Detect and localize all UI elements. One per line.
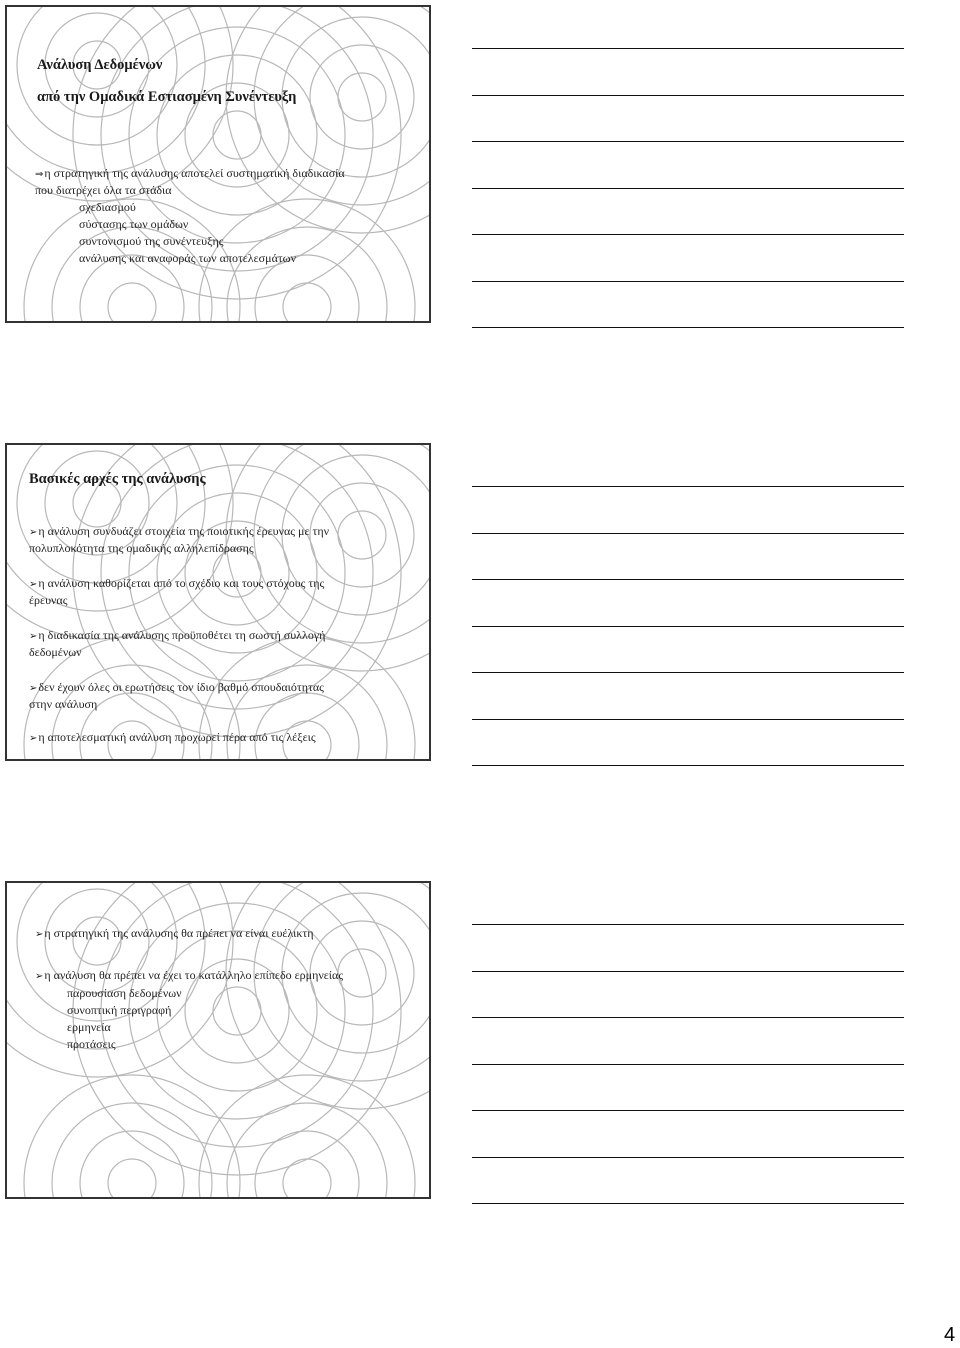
note-line <box>472 188 904 189</box>
note-line <box>472 719 904 720</box>
note-line <box>472 1110 904 1111</box>
note-line <box>472 924 904 925</box>
slide-1-line-3: σχεδιασμού <box>79 200 136 214</box>
note-line <box>472 533 904 534</box>
slide-3-line-5: ερμηνεία <box>67 1020 111 1034</box>
slide-2 <box>5 443 431 761</box>
arrow-bullet-icon: ➢ <box>29 683 38 694</box>
note-line <box>472 1157 904 1158</box>
slide-3-line-1: ➢η στρατηγική της ανάλυσης θα πρέπει να είναι ευέλικτη <box>35 926 314 940</box>
slide-2-line-8: στην ανάλυση <box>29 697 98 711</box>
slide-1-title-line-2: από την Ομαδικά Εστιασμένη Συνέντευξη <box>37 89 297 105</box>
slide-2-line-2: πολυπλοκότητα της ομαδικής αλληλεπίδρασης <box>29 541 254 555</box>
note-line <box>472 971 904 972</box>
slide-2-line-9: ➢η αποτελεσματική ανάλυση προχωρεί πέρα από τις λέξεις <box>29 730 316 744</box>
slide-3-line-4: συνοπτική περιγραφή <box>67 1003 172 1017</box>
arrow-bullet-icon: ➢ <box>29 733 38 744</box>
note-line <box>472 48 904 49</box>
slide-1-line-1: ⇒η στρατηγική της ανάλυσης αποτελεί συστηματική διαδικασία <box>35 166 345 180</box>
slide-2-line-1: ➢η ανάλυση συνδυάζει στοιχεία της ποιοτικής έρευνας με την <box>29 524 330 538</box>
page-number: 4 <box>944 1324 956 1346</box>
arrow-bullet-icon: ➢ <box>29 527 38 538</box>
note-line <box>472 765 904 766</box>
note-line <box>472 626 904 627</box>
note-line <box>472 281 904 282</box>
slide-2-title: Βασικές αρχές της ανάλυσης <box>29 471 206 487</box>
note-line <box>472 141 904 142</box>
note-line <box>472 234 904 235</box>
slide-1-title-line-1: Ανάλυση Δεδομένων <box>37 57 163 73</box>
note-line <box>472 486 904 487</box>
slide-1 <box>5 5 431 323</box>
note-line <box>472 1064 904 1065</box>
slide-1-line-5: συντονισμού της συνέντευξης <box>79 234 224 248</box>
arrow-bullet-icon: ➢ <box>29 579 38 590</box>
slide-2-line-4: έρευνας <box>29 593 68 607</box>
note-line <box>472 95 904 96</box>
note-line <box>472 327 904 328</box>
slide-2-line-5: ➢η διαδικασία της ανάλυσης προϋποθέτει τη σωστή συλλογή <box>29 628 326 642</box>
note-line <box>472 1017 904 1018</box>
slide-1-line-6: ανάλυσης και αναφοράς των αποτελεσμάτων <box>79 251 296 265</box>
arrow-bullet-icon: ➢ <box>35 971 44 982</box>
slide-2-line-3: ➢η ανάλυση καθορίζεται από το σχέδιο και τους στόχους της <box>29 576 325 590</box>
slide-1-line-4: σύστασης των ομάδων <box>79 217 189 231</box>
note-line <box>472 579 904 580</box>
slide-2-line-6: δεδομένων <box>29 645 82 659</box>
arrow-bullet-icon: ➢ <box>29 631 38 642</box>
arrow-bullet-icon: ➢ <box>35 929 44 940</box>
note-line <box>472 672 904 673</box>
slide-3-line-6: προτάσεις <box>67 1037 116 1051</box>
slide-2-line-7: ➢δεν έχουν όλες οι ερωτήσεις τον ίδιο βαθμό σπουδαιότητας <box>29 680 324 694</box>
slide-3 <box>5 881 431 1199</box>
slide-3-line-2: ➢η ανάλυση θα πρέπει να έχει το κατάλληλο επίπεδο ερμηνείας <box>35 968 344 982</box>
slide-1-line-2: που διατρέχει όλα τα στάδια <box>35 183 172 197</box>
slide-3-line-3: παρουσίαση δεδομένων <box>67 986 182 1000</box>
arrow-icon: ⇒ <box>35 169 44 180</box>
note-line <box>472 1203 904 1204</box>
